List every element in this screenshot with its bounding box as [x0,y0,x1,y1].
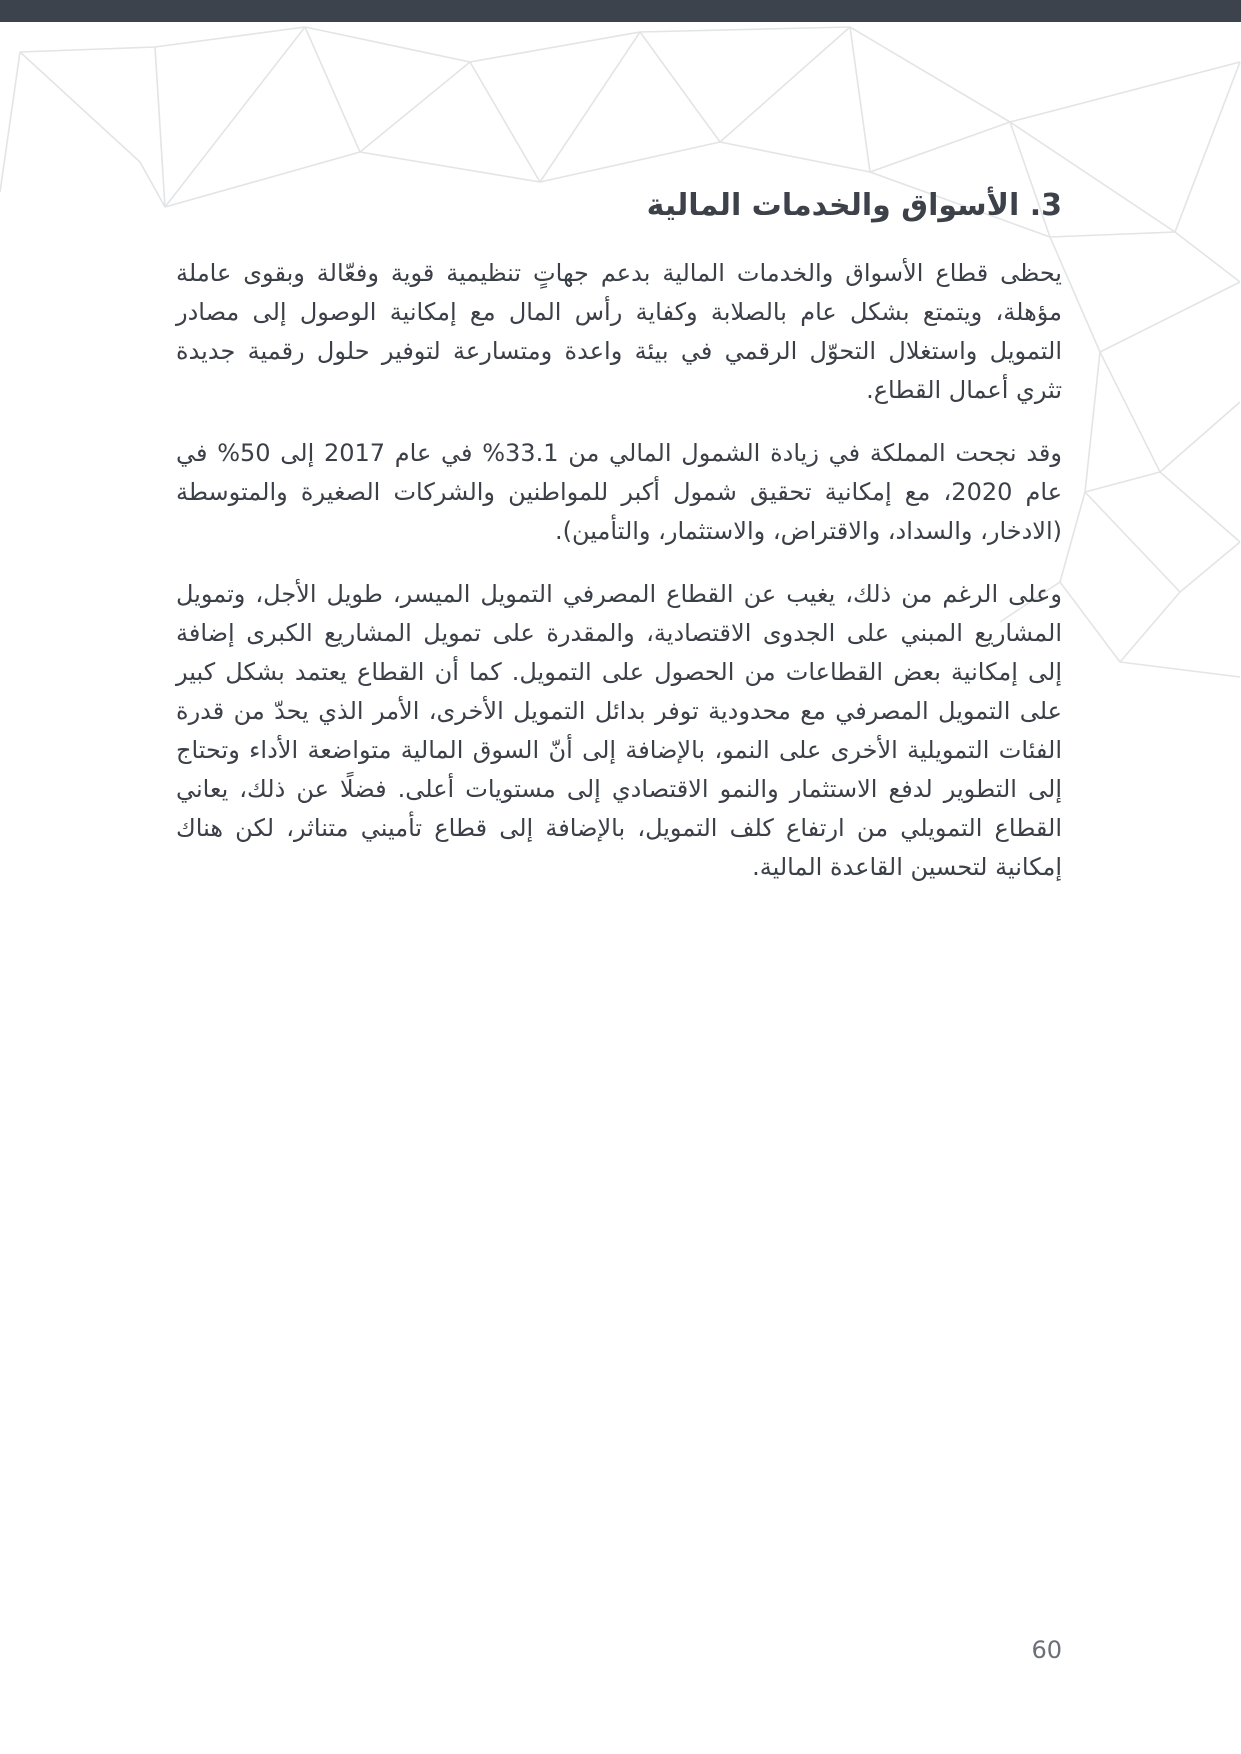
paragraph-3: وعلى الرغم من ذلك، يغيب عن القطاع المصرفي التمويل الميسر، طويل الأجل، وتمويل المشاريع المبني على الجدوى الاقتصادية، والمقدرة على تمويل المشاريع الكبرى إضافة إلى إمكانية بعض القطاعات من الحصول على التمويل. كما أن القطاع يعتمد بشكل كبير على التمويل المصرفي مع محدودية توفر بدائل التمويل الأخرى، الأمر الذي يحدّ من قدرة الفئات التمويلية الأخرى على النمو، بالإضافة إلى أنّ السوق المالية متواضعة الأداء وتحتاج إلى التطوير لدفع الاستثمار والنمو الاقتصادي إلى مستويات أعلى. فضلًا عن ذلك، يعاني القطاع التمويلي من ارتفاع كلف التمويل، بالإضافة إلى قطاع تأميني متناثر، لكن هناك إمكانية لتحسين القاعدة المالية. [176,580,1062,881]
section-heading: 3. الأسواق والخدمات المالية [646,188,1062,223]
top-bar [0,0,1241,22]
paragraph-2: وقد نجحت المملكة في زيادة الشمول المالي من 33.1% في عام 2017 إلى 50% في عام 2020، مع إمكانية تحقيق شمول أكبر للمواطنين والشركات الصغيرة والمتوسطة (الادخار، والسداد، والاقتراض، والاستثمار، والتأمين). [176,439,1063,545]
article-section [176,182,1062,911]
paragraph-1: يحظى قطاع الأسواق والخدمات المالية بدعم جهاتٍ تنظيمية قوية وفعّالة وبقوى عاملة مؤهلة، ويتمتع بشكل عام بالصلابة وكفاية رأس المال مع إمكانية الوصول إلى مصادر التمويل واستغلال التحوّل الرقمي في بيئة واعدة ومتسارعة لتوفير حلول رقمية جديدة تثري أعمال القطاع. [176,259,1062,404]
page-number: 60 [1031,1636,1062,1664]
